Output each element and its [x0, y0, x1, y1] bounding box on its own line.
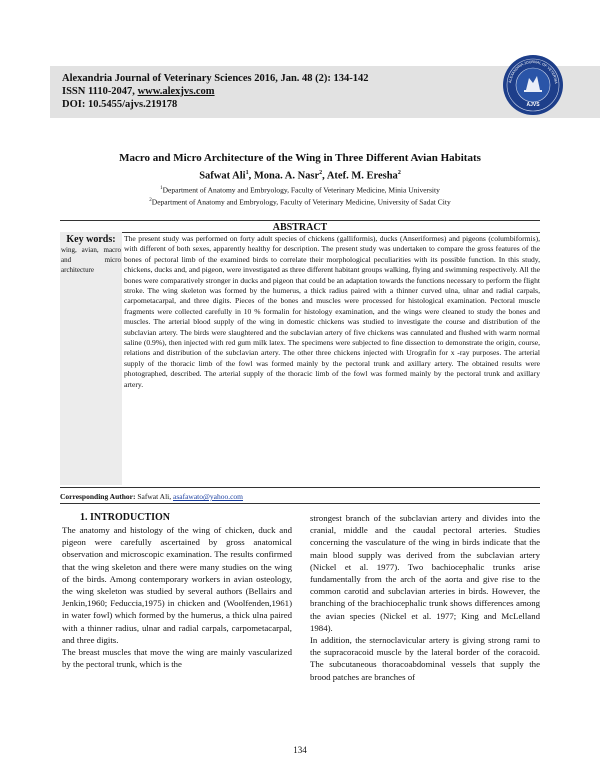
- author-name: Mona. A. Nasr: [253, 170, 320, 182]
- corresponding-rule: [60, 503, 540, 504]
- journal-logo: [502, 54, 564, 116]
- text-column-right: [310, 512, 540, 683]
- author-email-link[interactable]: asafawato@yahoo.com: [173, 492, 244, 501]
- page-number: 134: [293, 745, 307, 755]
- doi-line: DOI: 10.5455/ajvs.219178: [62, 99, 178, 110]
- abstract-heading: ABSTRACT: [272, 222, 328, 233]
- abstract-heading-rule: [60, 232, 540, 233]
- journal-citation: Alexandria Journal of Veterinary Sciences 2016, Jan. 48 (2): 134-142: [62, 73, 369, 84]
- corresponding-author: Corresponding Author: Safwat Ali, asafawato@yahoo.com: [60, 492, 244, 501]
- svg-text:ALEXANDRIA JOURNAL OF VETERINA: ALEXANDRIA JOURNAL OF VETERINA: [508, 59, 558, 84]
- keywords-title: Key words:: [66, 234, 116, 245]
- journal-website-link[interactable]: www.alexjvs.com: [137, 86, 215, 97]
- paragraph: The anatomy and histology of the wing of chicken, duck and pigeon were carefully ascertained by gross anatomical observation and microscopic examination. The results confirmed that the wing skeleton and there were many studies on the wing of the birds. Among contemporary workers in avian osteology, the wing skeleton was studied by several authors (Bellairs and Jenkin,1960; Feduccia,1975) in chicken and (Woolfenden,1961) in water fowl) which formed by the humerus, a thick ulna paired with a thinner radius, ulnar and radial carpals, carpometacarpal, and three digits.: [62, 525, 292, 645]
- abstract-top-rule: [60, 220, 540, 221]
- author-name: Safwat Ali: [199, 170, 246, 182]
- affiliation: $^1$Department of Anatomy and Embryology, Faculty of Veterinary Medicine, Minia University: [160, 185, 440, 195]
- text-column-left: [62, 524, 292, 670]
- paragraph: In addition, the sternoclavicular artery is giving strong rami to the supracoracoid muscle by the lateral border of the coracoid. The subcutaneous thoracoabdominal vessels that supply the brood patches are branches of: [310, 635, 540, 682]
- section-heading-introduction: 1. INTRODUCTION: [80, 512, 171, 523]
- paragraph: strongest branch of the subclavian artery and divides into the cranial, middle and the caudal pectoral arteries. Studies concerning the vasculature of the wing in birds indicate that the main blood supply was derived from the subclavian artery (Nickel et al. 1977). Two bachiocephalic trunks arise fundamentally from the arch of the aorta and give rise to the common carotid and subclavian arteries in birds. However, the branching of the brachiocephalic trunk shows differences among the avian species (Nickel et al. 1977; King and McLelland 1984).: [310, 513, 540, 633]
- abstract-body: The present study was performed on forty adult species of chickens (galliformis), ducks (Anseriformes) and pigeons (columbiformis), with different of both sexes, apparently healthy for description. The present study was undertaken to compare the gross features of the bones of pectoral limb of the examined birds to correlate their morphological peculiarities with its possible function. In this study, chickens, ducks and, and pigeon, were investigated as three different habitant groups walking, flying and swimming respectively. All the bones were comparatively stronger in ducks and pigeon that could be an adaptation towards the functions necessary to perform the flight stroke. The wing skeleton was formed by the humerus, a thick radius paired with a thinner curved ulna, ulnar and radial carpals, carpometacarpal, and three digits. Pieces of the bones and muscles were processed for histological examination. Pectoral muscle fragments were collected carefully in 10 % formalin for histology examination, and the wings were cleaned to study the bones and muscles. The arterial blood supply of the wing in domestic chickens was studied to investigate the course and distribution of the subclavian artery. The birds were slaughtered and the subclavian artery of five chickens was cannulated and flushed with warm normal saline (0.9%), then injected with red gum milk latex. The specimens were subjected to fine dissection to demonstrate the origin, course, relations and distribution of the subclavian artery. The other three chickens injected with Urografin for x -ray purposes. The arterial supply of the thoracic limb of the fowl was formed mainly by the pectoral trunk and axillary artery. The obtained results were photographed, described. The arterial supply of the thoracic limb of the fowl was formed mainly by the pectoral trunk and axillary artery.: [124, 234, 540, 389]
- article-title: Macro and Micro Architecture of the Wing in Three Different Avian Habitats: [119, 152, 481, 164]
- author-name: Atef. M. Eresha: [326, 170, 398, 182]
- keywords-text: wing, avian, macro and micro architecture: [61, 246, 121, 274]
- issn-line: ISSN 1110-2047, www.alexjvs.com: [62, 86, 215, 97]
- author-list: Safwat Ali$^1$, Mona. A. Nasr$^2$, Atef. M. Eresha$^2$: [199, 170, 401, 182]
- paragraph: The breast muscles that move the wing are mainly vascularized by the pectoral trunk, which is the: [62, 647, 292, 670]
- abstract-bottom-rule: [60, 487, 540, 488]
- svg-text:AJVS: AJVS: [526, 102, 540, 108]
- affiliation: $^2$Department of Anatomy and Embryology, Faculty of Veterinary Medicine, University of Sadat City: [149, 197, 451, 207]
